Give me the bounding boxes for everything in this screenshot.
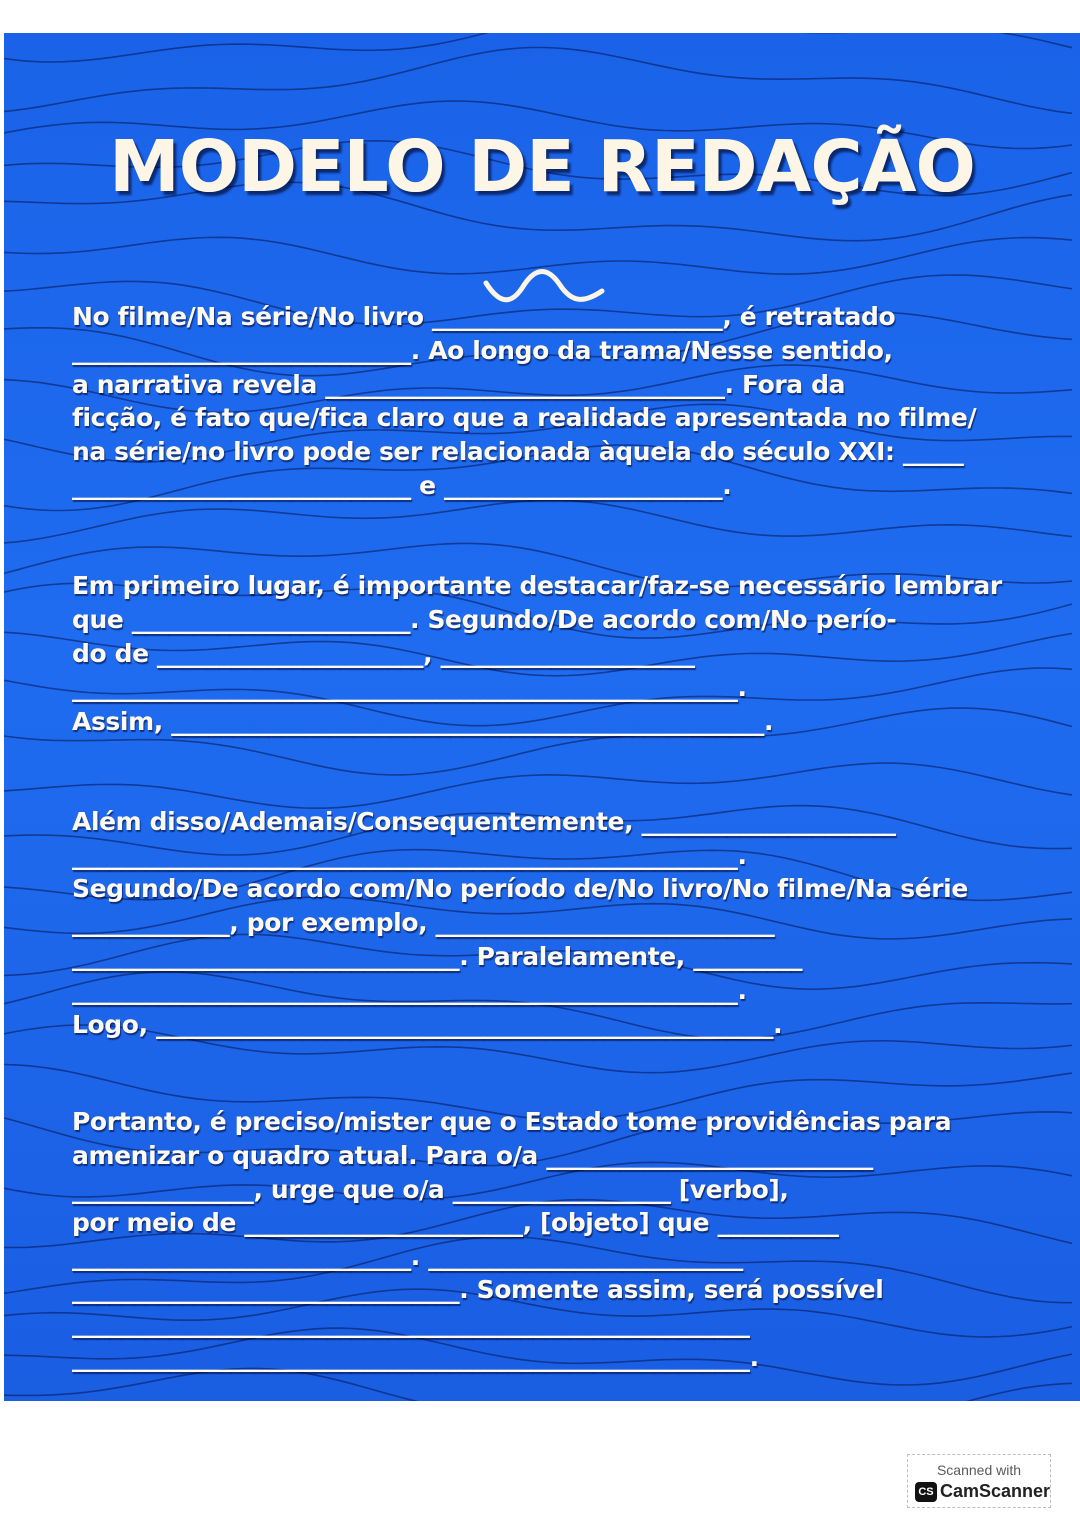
text-line: ________________________________. Somente assim, será possível <box>72 1275 884 1304</box>
text-line: na série/no livro pode ser relacionada àquela do século XXI: _____ <box>72 437 964 466</box>
text-line: No filme/Na série/No livro ________________________, é retratado <box>72 302 896 331</box>
wave-line <box>4 500 1072 543</box>
wave-line <box>4 763 1072 808</box>
camscanner-brand-label: CamScanner <box>940 1481 1051 1501</box>
text-line: Portanto, é preciso/mister que o Estado tome providências para <box>72 1107 952 1136</box>
text-line: do de ______________________, _____________________ <box>72 639 695 668</box>
text-line: _____________, por exemplo, ____________________________ <box>72 908 775 937</box>
text-line: ________________________________________________________. <box>72 1343 759 1372</box>
scanned-with-label: Scanned with <box>936 1462 1022 1478</box>
text-line: Assim, _________________________________________________. <box>72 707 774 736</box>
template-poster <box>4 33 1080 1401</box>
text-line: ________________________________________________________ <box>72 1309 750 1338</box>
text-line: _______________, urge que o/a __________________ [verbo], <box>72 1175 789 1204</box>
text-line: Além disso/Ademais/Consequentemente, _____________________ <box>72 807 896 836</box>
text-line: amenizar o quadro atual. Para o/a ___________________________ <box>72 1141 873 1170</box>
text-line: ficção, é fato que/fica claro que a realidade apresentada no filme/ <box>72 403 977 432</box>
text-line: que _______________________. Segundo/De acordo com/No perío- <box>72 605 897 634</box>
text-line: Logo, ___________________________________________________. <box>72 1010 783 1039</box>
text-line: ____________________________. __________________________ <box>72 1242 743 1271</box>
text-line: Em primeiro lugar, é importante destacar/faz-se necessário lembrar <box>72 571 1002 600</box>
text-line: ________________________________. Paralelamente, _________ <box>72 942 803 971</box>
page-title: MODELO DE REDAÇÃO <box>109 125 975 208</box>
text-line: ____________________________. Ao longo da trama/Nesse sentido, <box>72 336 893 365</box>
text-line: _______________________________________________________. <box>72 841 747 870</box>
text-line: _______________________________________________________. <box>72 976 747 1005</box>
text-line: Segundo/De acordo com/No período de/No livro/No filme/Na série <box>72 874 968 903</box>
text-line: por meio de _______________________, [objeto] que __________ <box>72 1208 839 1237</box>
text-line: a narrativa revela _________________________________. Fora da <box>72 370 846 399</box>
text-line: ____________________________ e _______________________. <box>72 471 732 500</box>
camscanner-logo-icon: CS <box>915 1482 937 1502</box>
text-line: _______________________________________________________. <box>72 673 747 702</box>
camscanner-badge <box>907 1454 1051 1508</box>
wave-line <box>4 48 1072 114</box>
